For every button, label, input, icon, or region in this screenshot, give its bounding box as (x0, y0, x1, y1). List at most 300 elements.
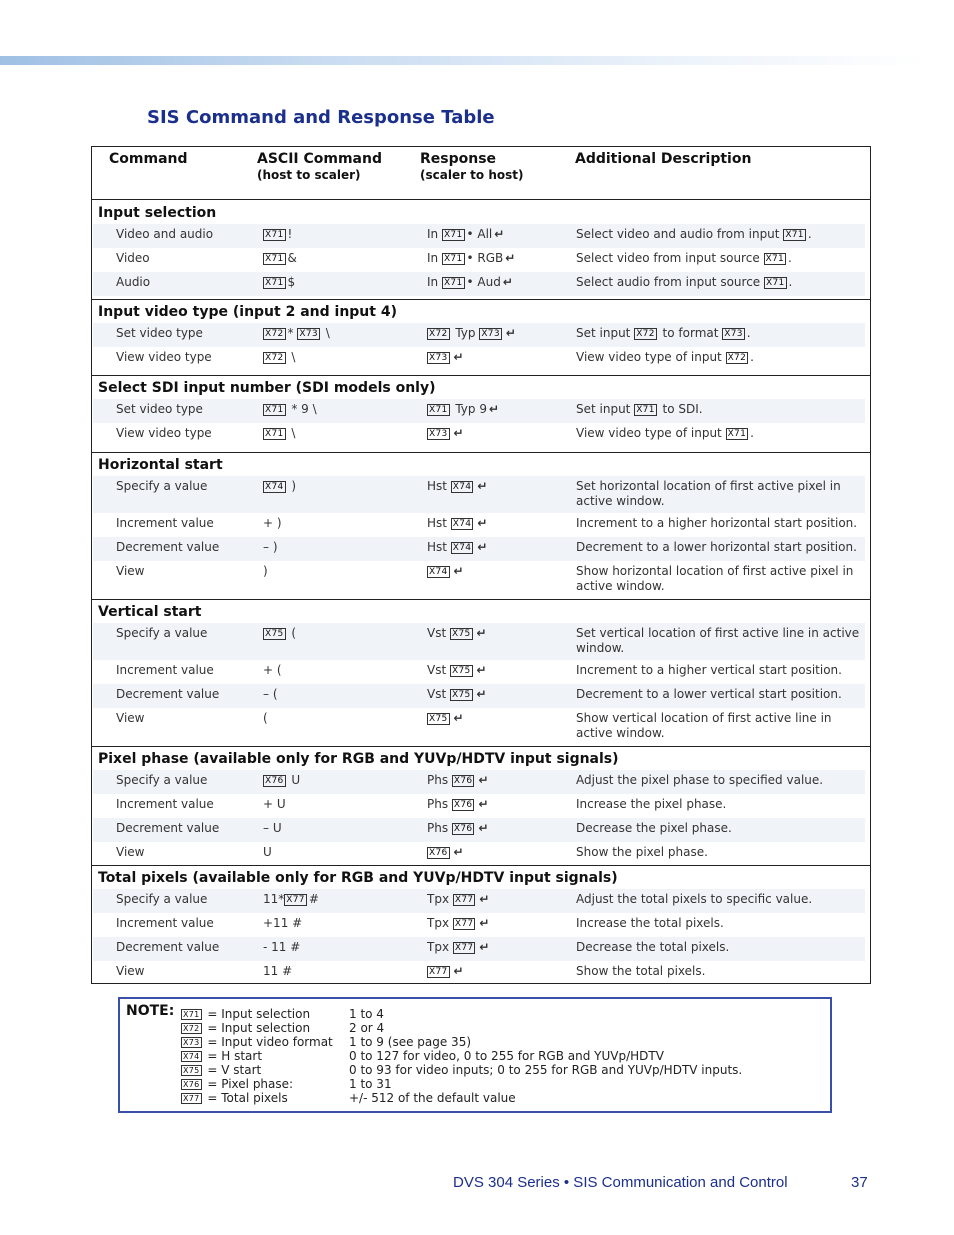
ascii-cell (263, 797, 418, 812)
command-cell: Increment value (116, 916, 214, 930)
text-run: Adjust the pixel phase to specified value. (576, 773, 824, 787)
table-row (93, 423, 865, 448)
variable-box: X71 (265, 253, 284, 264)
text-run: & (287, 251, 297, 265)
return-icon: ↵ (479, 916, 490, 930)
return-icon: ↵ (477, 516, 488, 530)
ascii-cell (263, 426, 418, 441)
table-row (93, 708, 865, 745)
variable-box: X76 (453, 775, 473, 786)
text-run: In (427, 275, 442, 289)
text-run: Vst (427, 626, 450, 640)
ascii-cell (263, 940, 418, 955)
text-run: 11* (263, 892, 285, 906)
variable-box: X77 (286, 894, 305, 905)
variable-box: X73 (183, 1038, 200, 1047)
response-cell (427, 516, 572, 531)
text-run: Select video from input source (576, 251, 764, 265)
text-run: + U (263, 797, 286, 811)
ascii-cell (263, 479, 418, 494)
section-title: Input selection (98, 205, 217, 221)
command-cell: Decrement value (116, 940, 220, 954)
text-run: ) (263, 564, 268, 578)
variable-box: X73 (299, 328, 318, 339)
text-run: ! (287, 227, 293, 241)
response-cell (427, 773, 572, 788)
description-cell (576, 540, 861, 555)
table-row (93, 399, 865, 423)
section-divider (92, 865, 870, 866)
variable-box: X71 (443, 229, 463, 240)
note-item-range: 0 to 93 for video inputs; 0 to 255 for RGB and YUVp/HDTV inputs. (349, 1063, 743, 1077)
text-run: Show the pixel phase. (576, 845, 708, 859)
return-icon: ↵ (453, 964, 464, 978)
response-cell (427, 845, 572, 860)
table-row (93, 476, 865, 513)
variable-box: X73 (429, 428, 448, 439)
text-run: 11 # (263, 964, 293, 978)
table-row (93, 842, 865, 865)
variable-box: X71 (785, 229, 804, 240)
variable-box: X72 (727, 352, 747, 363)
variable-box: X76 (453, 823, 473, 834)
command-cell: Audio (116, 275, 151, 289)
text-run: – ( (263, 687, 278, 701)
command-cell: Video (116, 251, 150, 265)
note-item-range: 0 to 127 for video, 0 to 255 for RGB and YUVp/HDTV (349, 1049, 664, 1063)
description-cell (576, 402, 861, 417)
command-cell: View (116, 564, 145, 578)
return-icon: ↵ (478, 821, 489, 835)
note-item-range: 1 to 9 (see page 35) (349, 1035, 472, 1049)
text-run: Typ 9 (451, 402, 487, 416)
header-ascii-label: ASCII Command (257, 151, 382, 167)
text-run: • Aud (466, 275, 501, 289)
variable-box: X77 (454, 918, 474, 929)
section-divider (92, 599, 870, 600)
table-header (92, 147, 870, 200)
section-title: Pixel phase (available only for RGB and YUVp/HDTV input signals) (98, 751, 619, 767)
ascii-cell (263, 626, 418, 641)
sis-command-table (91, 146, 871, 984)
text-run: Vst (427, 687, 450, 701)
description-cell (576, 964, 861, 979)
response-cell (427, 540, 572, 555)
section-title: Horizontal start (98, 457, 223, 473)
text-run: \ (287, 426, 296, 440)
ascii-cell (263, 964, 418, 979)
response-cell (427, 227, 572, 242)
description-cell (576, 516, 861, 531)
text-run: Typ (451, 326, 480, 340)
variable-box: X76 (183, 1080, 200, 1089)
variable-box: X71 (265, 428, 284, 439)
description-cell (576, 479, 861, 509)
text-run: Increase the pixel phase. (576, 797, 727, 811)
ascii-cell (263, 227, 418, 242)
text-run: Set vertical location of first active line in active window. (576, 626, 860, 655)
note-item (181, 1049, 262, 1063)
response-cell (427, 426, 572, 441)
text-run: View video type of input (576, 350, 726, 364)
text-run: - 11 # (263, 940, 301, 954)
text-run: Hst (427, 479, 451, 493)
page-title: SIS Command and Response Table (147, 107, 495, 128)
note-item (181, 1077, 293, 1091)
command-cell: Decrement value (116, 687, 220, 701)
text-run: U (287, 773, 301, 787)
text-run: Increment to a higher vertical start position. (576, 663, 842, 677)
text-run: Tpx (427, 916, 453, 930)
variable-box: X73 (724, 328, 743, 339)
variable-box: X71 (727, 428, 747, 439)
text-run: Show the total pixels. (576, 964, 706, 978)
description-cell (576, 687, 861, 702)
description-cell (576, 426, 861, 441)
return-icon: ↵ (502, 275, 513, 289)
variable-box: X77 (429, 966, 448, 977)
section-title: Select SDI input number (SDI models only) (98, 380, 436, 396)
note-item (181, 1035, 333, 1049)
response-cell (427, 479, 572, 494)
ascii-cell (263, 687, 418, 702)
description-cell (576, 940, 861, 955)
variable-box: X76 (453, 799, 473, 810)
variable-box: X72 (636, 328, 655, 339)
response-cell (427, 402, 572, 417)
description-cell (576, 821, 861, 836)
footer-text: DVS 304 Series • SIS Communication and Control (453, 1174, 788, 1191)
description-cell (576, 275, 861, 290)
variable-box: X74 (452, 518, 472, 529)
response-cell (427, 564, 572, 579)
ascii-cell (263, 564, 418, 579)
text-run: Hst (427, 540, 451, 554)
table-row (93, 561, 865, 598)
text-run: + ) (263, 516, 282, 530)
description-cell (576, 227, 861, 242)
variable-box: X74 (183, 1052, 200, 1061)
table-row (93, 248, 865, 272)
note-item (181, 1007, 310, 1021)
header-ascii (257, 151, 382, 182)
variable-box: X75 (451, 628, 471, 639)
response-cell (427, 964, 572, 979)
variable-box: X73 (481, 328, 500, 339)
return-icon: ↵ (478, 797, 489, 811)
variable-box: X71 (443, 277, 463, 288)
text-run: Select video and audio from input (576, 227, 784, 241)
text-run: Show horizontal location of first active pixel in active window. (576, 564, 854, 593)
note-item-name: = Pixel phase: (203, 1077, 294, 1091)
text-run: In (427, 227, 442, 241)
response-cell (427, 275, 572, 290)
description-cell (576, 350, 861, 365)
text-run: Phs (427, 821, 452, 835)
text-run: . (750, 426, 754, 440)
note-item (181, 1091, 288, 1105)
response-cell (427, 326, 572, 341)
ascii-cell (263, 711, 418, 726)
command-cell: View video type (116, 426, 212, 440)
table-row (93, 889, 865, 913)
response-cell (427, 821, 572, 836)
return-icon: ↵ (479, 940, 490, 954)
response-cell (427, 687, 572, 702)
text-run: Decrease the pixel phase. (576, 821, 732, 835)
variable-box: X77 (454, 942, 474, 953)
ascii-cell (263, 516, 418, 531)
variable-box: X72 (183, 1024, 200, 1033)
response-cell (427, 251, 572, 266)
command-cell: Increment value (116, 663, 214, 677)
return-icon: ↵ (476, 687, 487, 701)
return-icon: ↵ (453, 564, 464, 578)
command-cell: Set video type (116, 402, 203, 416)
description-cell (576, 663, 861, 678)
section-divider (92, 452, 870, 453)
note-item-range: +/- 512 of the default value (349, 1091, 516, 1105)
description-cell (576, 845, 861, 860)
command-cell: View (116, 845, 145, 859)
top-gradient-bar (0, 56, 930, 65)
variable-box: X71 (765, 253, 785, 264)
command-cell: Specify a value (116, 479, 208, 493)
text-run: ( (263, 711, 268, 725)
variable-box: X75 (429, 713, 448, 724)
text-run: Hst (427, 516, 451, 530)
command-cell: Video and audio (116, 227, 214, 241)
variable-box: X74 (429, 566, 448, 577)
text-run: In (427, 251, 442, 265)
table-row (93, 913, 865, 937)
return-icon: ↵ (505, 326, 516, 340)
text-run: to format (658, 326, 723, 340)
response-cell (427, 892, 572, 907)
description-cell (576, 564, 861, 594)
ascii-cell (263, 350, 418, 365)
response-cell (427, 711, 572, 726)
command-cell: Decrement value (116, 821, 220, 835)
command-cell: View (116, 711, 145, 725)
response-cell (427, 350, 572, 365)
section-title: Total pixels (available only for RGB and YUVp/HDTV input signals) (98, 870, 618, 886)
header-response (420, 151, 524, 182)
section-divider (92, 375, 870, 376)
section-title: Vertical start (98, 604, 202, 620)
variable-box: X71 (636, 404, 655, 415)
variable-box: X71 (265, 277, 284, 288)
text-run: Set horizontal location of first active pixel in active window. (576, 479, 841, 508)
table-row (93, 794, 865, 818)
variable-box: X75 (451, 665, 471, 676)
text-run: ( (287, 626, 297, 640)
return-icon: ↵ (477, 479, 488, 493)
description-cell (576, 626, 861, 656)
text-run: . (807, 227, 812, 241)
text-run: Tpx (427, 892, 453, 906)
text-run: \ (287, 350, 296, 364)
note-box (118, 997, 832, 1113)
return-icon: ↵ (478, 773, 489, 787)
text-run: View video type of input (576, 426, 726, 440)
return-icon: ↵ (505, 251, 516, 265)
table-row (93, 513, 865, 537)
command-cell: View video type (116, 350, 212, 364)
variable-box: X77 (454, 894, 474, 905)
table-row (93, 684, 865, 708)
note-item-range: 1 to 31 (349, 1077, 392, 1091)
text-run: Set input (576, 326, 635, 340)
text-run: Decrease the total pixels. (576, 940, 730, 954)
text-run: * 9 \ (287, 402, 317, 416)
variable-box: X72 (429, 328, 448, 339)
variable-box: X71 (183, 1010, 200, 1019)
response-cell (427, 940, 572, 955)
return-icon: ↵ (476, 663, 487, 677)
variable-box: X71 (443, 253, 463, 264)
variable-box: X71 (766, 277, 785, 288)
variable-box: X76 (265, 775, 284, 786)
table-row (93, 272, 865, 296)
ascii-cell (263, 251, 418, 266)
text-run: ) (287, 479, 297, 493)
variable-box: X71 (265, 404, 284, 415)
header-response-sub: (scaler to host) (420, 168, 524, 182)
section-divider (92, 746, 870, 747)
variable-box: X75 (451, 689, 471, 700)
page-number: 37 (851, 1174, 868, 1191)
variable-box: X74 (265, 481, 284, 492)
note-item-name: = Total pixels (203, 1091, 288, 1105)
response-cell (427, 663, 572, 678)
ascii-cell (263, 821, 418, 836)
table-row (93, 818, 865, 842)
section-title: Input video type (input 2 and input 4) (98, 304, 397, 320)
return-icon: ↵ (479, 892, 490, 906)
text-run: $ (287, 275, 296, 289)
note-item-range: 1 to 4 (349, 1007, 384, 1021)
table-row (93, 937, 865, 961)
text-run: Decrement to a lower horizontal start position. (576, 540, 857, 554)
note-label: NOTE: (126, 1003, 175, 1019)
table-row (93, 224, 865, 248)
text-run: * (287, 326, 298, 340)
text-run: Increment to a higher horizontal start position. (576, 516, 858, 530)
description-cell (576, 773, 861, 788)
header-description: Additional Description (575, 151, 752, 167)
header-command: Command (109, 151, 188, 167)
note-item (181, 1063, 261, 1077)
return-icon: ↵ (488, 402, 500, 416)
variable-box: X74 (452, 542, 472, 553)
ascii-cell (263, 275, 418, 290)
return-icon: ↵ (453, 711, 464, 725)
response-cell (427, 626, 572, 641)
note-item-name: = V start (203, 1063, 262, 1077)
table-row (93, 537, 865, 561)
ascii-cell (263, 402, 418, 417)
text-run: Set input (576, 402, 635, 416)
table-row (93, 961, 865, 983)
ascii-cell (263, 845, 418, 860)
command-cell: Increment value (116, 516, 214, 530)
command-cell: Set video type (116, 326, 203, 340)
return-icon: ↵ (494, 227, 505, 241)
text-run: . (788, 251, 792, 265)
text-run: # (308, 892, 319, 906)
table-row (93, 623, 865, 660)
text-run: + ( (263, 663, 282, 677)
variable-box: X71 (429, 404, 448, 415)
table-row (93, 770, 865, 794)
note-item-name: = Input selection (203, 1021, 311, 1035)
command-cell: Specify a value (116, 626, 208, 640)
note-item-name: = Input video format (203, 1035, 333, 1049)
return-icon: ↵ (476, 626, 487, 640)
variable-box: X75 (183, 1066, 200, 1075)
description-cell (576, 892, 861, 907)
section-divider (92, 299, 870, 300)
variable-box: X76 (429, 847, 448, 858)
variable-box: X73 (429, 352, 448, 363)
text-run: Phs (427, 797, 452, 811)
note-item (181, 1021, 310, 1035)
text-run: Select audio from input source (576, 275, 764, 289)
text-run: . (750, 350, 754, 364)
text-run: – ) (263, 540, 278, 554)
ascii-cell (263, 773, 418, 788)
response-cell (427, 797, 572, 812)
text-run: Phs (427, 773, 452, 787)
description-cell (576, 326, 861, 341)
text-run: . (788, 275, 793, 289)
ascii-cell (263, 540, 418, 555)
table-row (93, 323, 865, 347)
command-cell: View (116, 964, 145, 978)
ascii-cell (263, 326, 418, 341)
ascii-cell (263, 892, 418, 907)
text-run: Tpx (427, 940, 453, 954)
text-run: Decrement to a lower vertical start position. (576, 687, 842, 701)
variable-box: X72 (265, 328, 284, 339)
variable-box: X71 (265, 229, 284, 240)
command-cell: Increment value (116, 797, 214, 811)
text-run: . (746, 326, 751, 340)
return-icon: ↵ (453, 350, 464, 364)
text-run: U (263, 845, 272, 859)
description-cell (576, 251, 861, 266)
command-cell: Specify a value (116, 892, 208, 906)
note-item-range: 2 or 4 (349, 1021, 385, 1035)
return-icon: ↵ (453, 426, 464, 440)
header-response-label: Response (420, 151, 497, 167)
variable-box: X72 (265, 352, 284, 363)
text-run: +11 # (263, 916, 303, 930)
text-run: Adjust the total pixels to specific value. (576, 892, 813, 906)
response-cell (427, 916, 572, 931)
text-run: Increase the total pixels. (576, 916, 724, 930)
ascii-cell (263, 916, 418, 931)
note-item-name: = H start (203, 1049, 263, 1063)
description-cell (576, 797, 861, 812)
text-run: • RGB (466, 251, 504, 265)
description-cell (576, 711, 861, 741)
text-run: Vst (427, 663, 450, 677)
text-run: • All (466, 227, 493, 241)
text-run: to SDI. (658, 402, 703, 416)
variable-box: X75 (265, 628, 284, 639)
